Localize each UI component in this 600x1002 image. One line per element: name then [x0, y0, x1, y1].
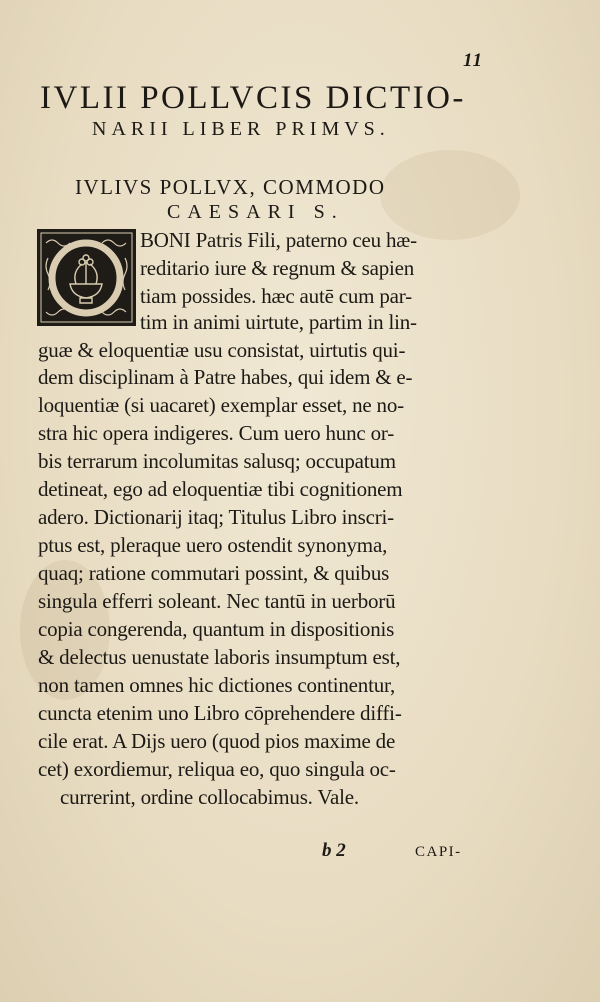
text-line: non tamen omnes hic dictiones continentur, [38, 673, 396, 697]
text-line: bis terrarum incolumitas salusq; occupatum [38, 449, 396, 473]
title-line-1: IVLII POLLVCIS DICTIO- [40, 80, 466, 116]
text-line: stra hic opera indigeres. Cum uero hunc or- [38, 421, 395, 445]
text-line: reditario iure & regnum & sapien [140, 256, 415, 280]
text-line: singula efferri soleant. Nec tantū in uerborū [38, 589, 396, 613]
text-line: dem disciplinam à Patre habes, qui idem & e- [38, 365, 413, 389]
text-line: detineat, ego ad eloquentiæ tibi cognitionem [38, 477, 403, 501]
catchword: CAPI- [415, 844, 462, 860]
text-line: tim in animi uirtute, partim in lin- [140, 310, 417, 334]
text-line: ptus est, pleraque uero ostendit synonyma, [38, 533, 388, 557]
text-line: guæ & eloquentiæ usu consistat, uirtutis qui- [38, 338, 406, 362]
text-line: adero. Dictionarij itaq; Titulus Libro inscri- [38, 505, 394, 529]
text-line: & delectus uenustate laboris insumptum est, [38, 645, 401, 669]
text-line: BONI Patris Fili, paterno ceu hæ- [140, 228, 417, 252]
text-line: tiam possides. hæc autē cum par- [140, 284, 412, 308]
text-line: currerint, ordine collocabimus. Vale. [60, 785, 359, 809]
folio-number: 11 [463, 50, 483, 71]
text-line: loquentiæ (si uacaret) exemplar esset, ne no- [38, 393, 404, 417]
text-line: cile erat. A Dijs uero (quod pios maxime de [38, 729, 396, 753]
signature-mark: b 2 [322, 840, 346, 861]
text-line: cet) exordiemur, reliqua eo, quo singula oc- [38, 757, 396, 781]
title-line-2: NARII LIBER PRIMVS. [92, 118, 390, 140]
dedication-heading-2: CAESARI S. [167, 201, 344, 223]
decorated-initial [36, 228, 137, 327]
text-line: quaq; ratione commutari possint, & quibus [38, 561, 390, 585]
text-line: copia congerenda, quantum in dispositionis [38, 617, 395, 641]
text-line: cuncta etenim uno Libro cōprehendere diffi- [38, 701, 402, 725]
dedication-heading-1: IVLIVS POLLVX, COMMODO [75, 175, 386, 199]
